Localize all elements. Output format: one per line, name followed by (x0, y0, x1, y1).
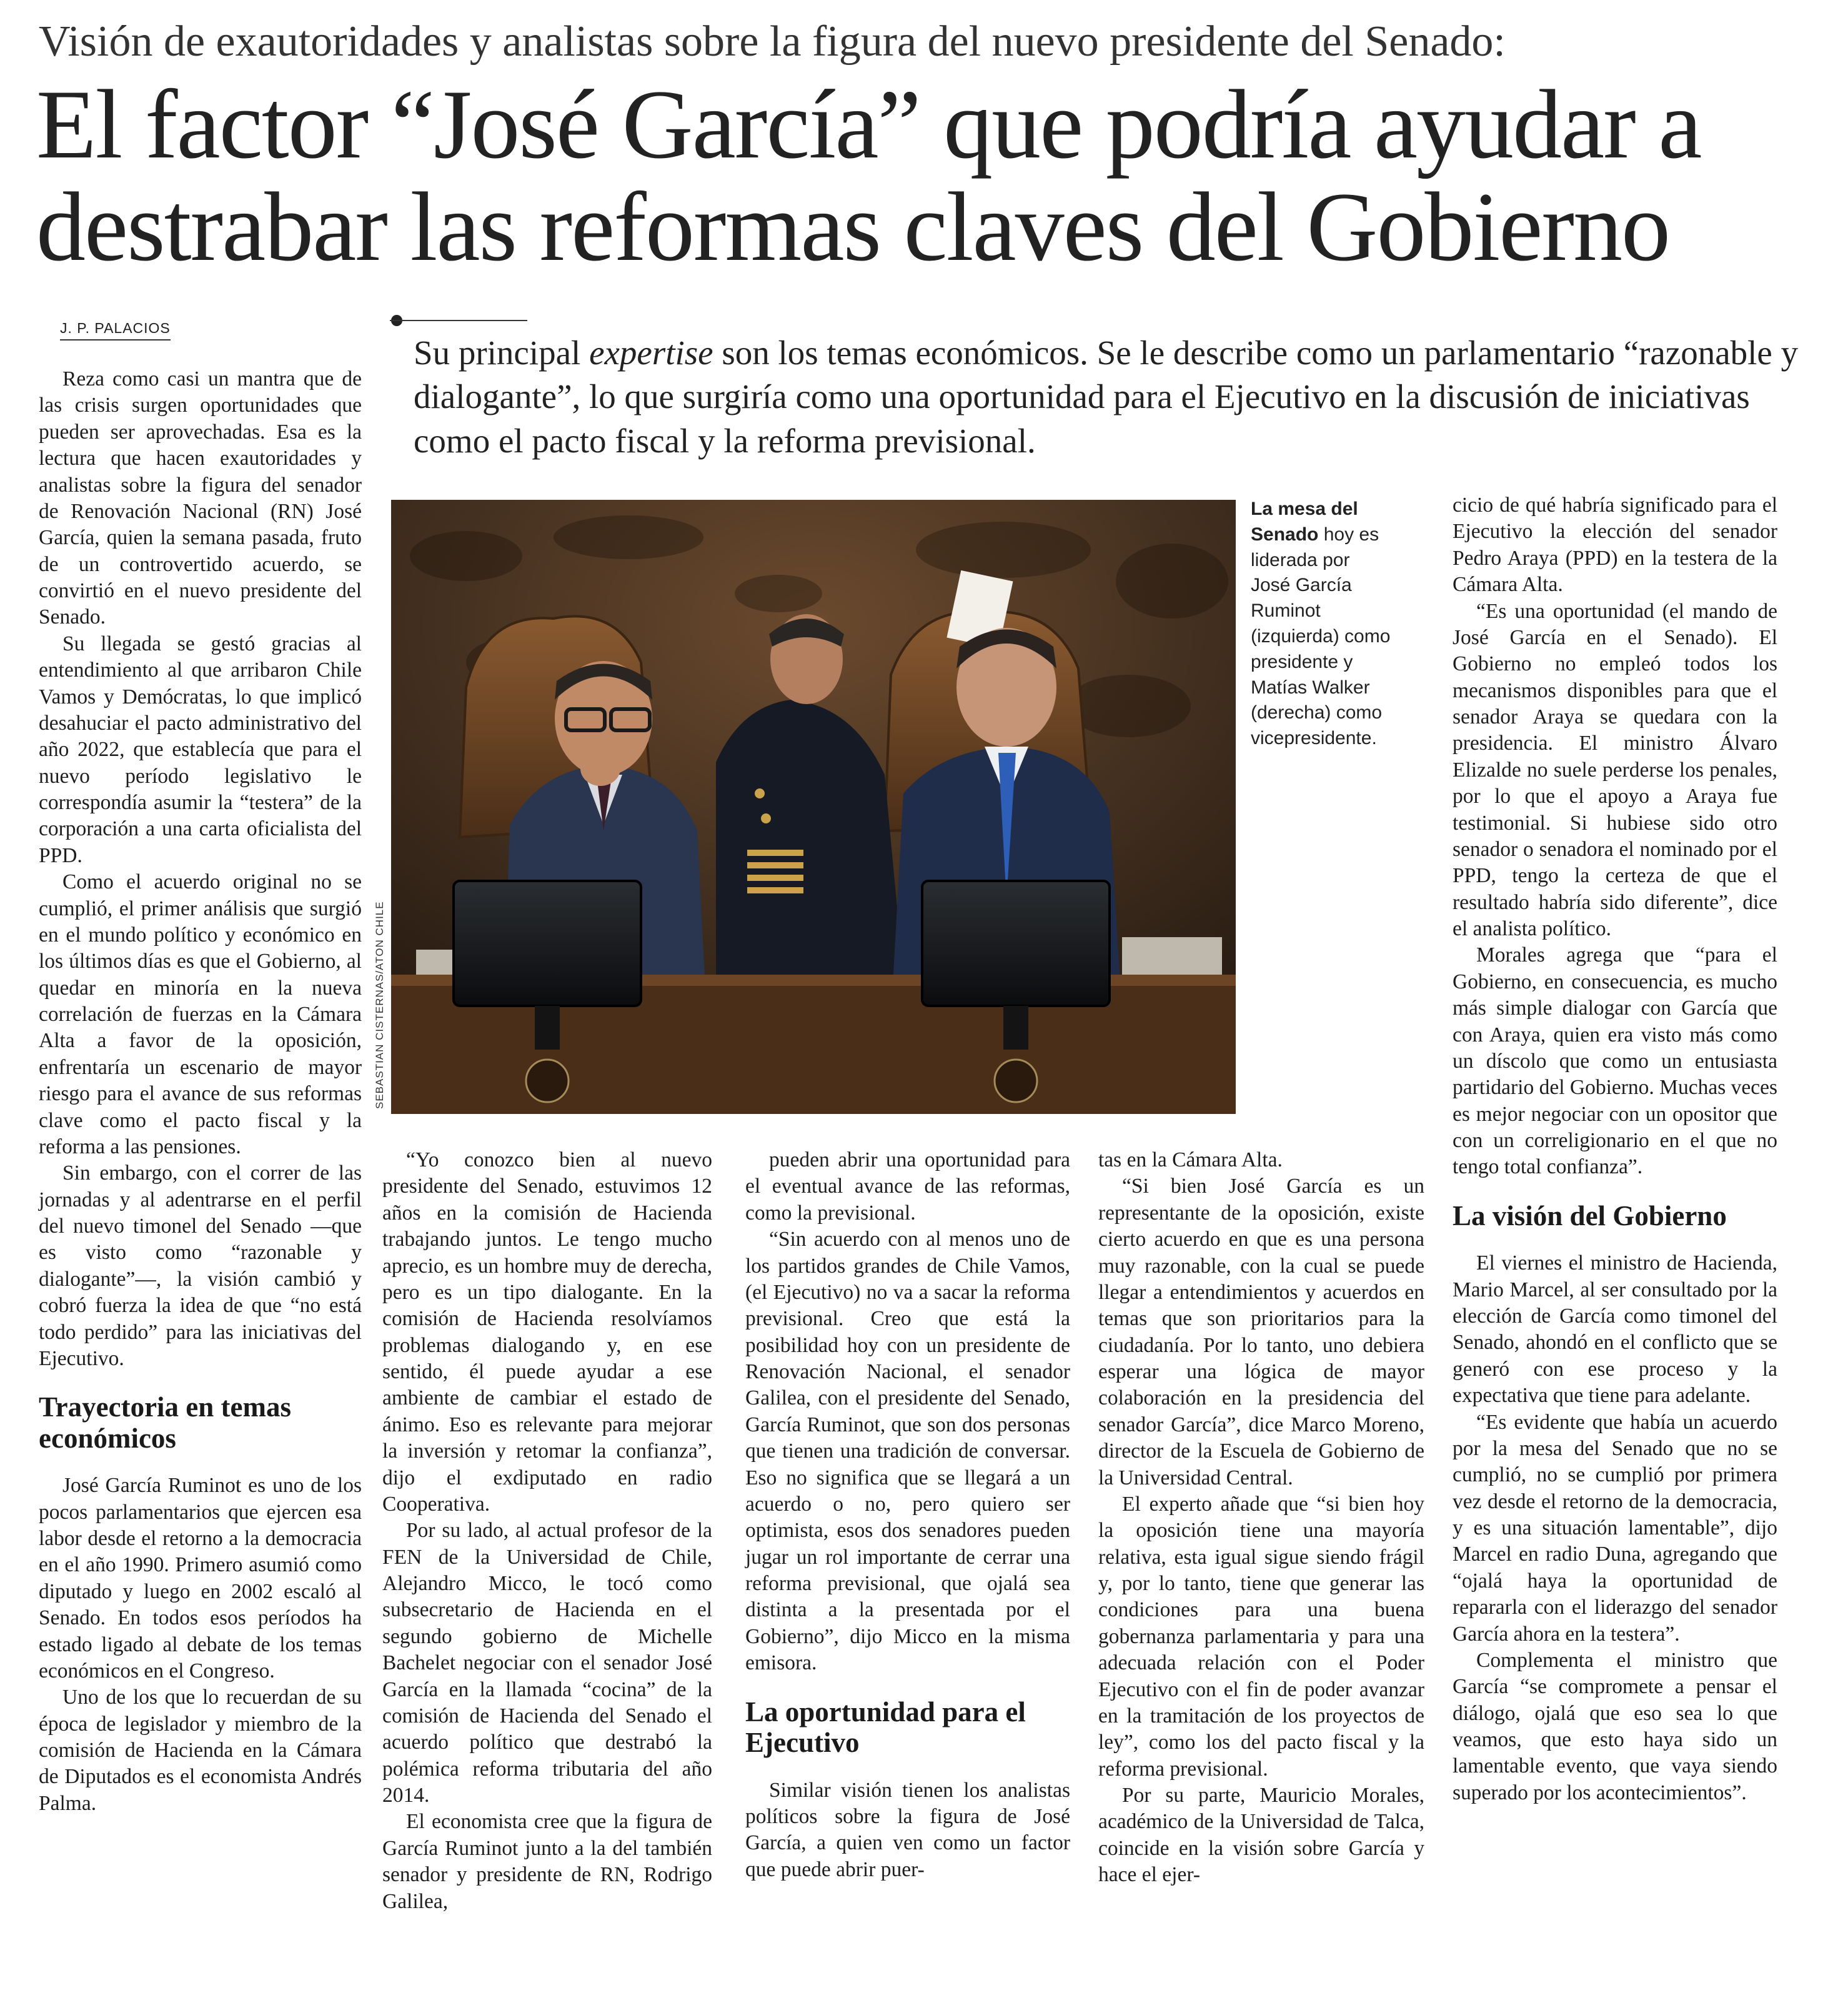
paragraph: “Es evidente que había un acuerdo por la mesa del Senado que no se cumplió, no se cumplió por primera vez desde el retorno de la democracia, y es una situación lamentable”, dijo Marcel en radio Duna, agregando que “ojalá haya la oportunidad de repararla con el liderazgo del senador García ahora en la testera”. (1453, 1410, 1777, 1646)
paragraph: Por su lado, al actual profesor de la FEN de la Universidad de Chile, Alejandro Micco, le tocó como subsecretario de Hacienda en el segundo gobierno de Michelle Bachelet negociar con el senador José García en la llamada “cocina” de la comisión de Hacienda del Senado el acuerdo político que destrabó la polémica reforma tributaria del año 2014. (382, 1519, 712, 1807)
paragraph: Similar visión tienen los analistas políticos sobre la figura de José García, a quien ven como un factor que puede abrir puer- (745, 1778, 1070, 1881)
headline: El factor “José García” que podría ayudar a destrabar las reformas claves del Gobierno (36, 70, 1701, 282)
paragraph: “Yo conozco bien al nuevo presidente del Senado, estuvimos 12 años en la comisión de Hacienda trabajando juntos. Le tengo mucho aprecio, es un hombre muy de derecha, pero es un tipo dialogante. En la comisión de Hacienda resolvíamos problemas dialogando y, en ese sentido, él puede ayudar a ese ambiente de cambiar el estado de ánimo. Eso es relevante para mejorar la inversión y retomar la confianza”, dijo el exdiputado en radio Cooperativa. (382, 1148, 712, 1516)
photo-caption (1251, 497, 1394, 752)
paragraph: Su llegada se gestó gracias al entendimiento al que arribaron Chile Vamos y Demócratas, lo que implicó desahuciar el pacto administrativo del año 2022, que establecía que para el nuevo período legislativo le correspondía asumir la “testera” de la corporación a una carta oficialista del PPD. (39, 632, 362, 867)
paragraph: Como el acuerdo original no se cumplió, el primer análisis que surgió en el mundo político y económico en los últimos días es que el Gobierno, al quedar en minoría en la nueva correlación de fuerzas en la Cámara Alta a favor de la oposición, enfrentaría un escenario de mayor riesgo para el avance de sus reformas clave como el pacto fiscal y la reforma a las pensiones. (39, 870, 362, 1158)
column-3 (745, 1147, 1070, 1883)
paragraph: Por su parte, Mauricio Morales, académico de la Universidad de Talca, coincide en la visión sobre García y hace el ejer- (1098, 1784, 1424, 1887)
paragraph: tas en la Cámara Alta. (1098, 1148, 1283, 1171)
paragraph: Morales agrega que “para el Gobierno, en consecuencia, es mucho más simple dialogar con García que con Araya, quien era visto más como un díscolo que como un entusiasta partidario del Gobierno. Muchas veces es mejor negociar con un opositor que con un correligionario en el que no tengo total confianza”. (1453, 943, 1778, 1179)
paragraph: El experto añade que “si bien hoy la oposición tiene una mayoría relativa, esta igual sigue siendo frágil y, por lo tanto, tiene que generar las condiciones para una buena gobernanza parlamentaria y para una adecuada relación con el Poder Ejecutivo con el fin de poder avanzar en la tramitación de los proyectos de ley”, como los del pacto fiscal y la reforma previsional. (1098, 1492, 1424, 1781)
paragraph: José García Ruminot es uno de los pocos parlamentarios que ejercen esa labor desde el retorno a la democracia en el año 1990. Primero asumió como diputado y luego en 2002 escaló al Senado. En todos esos períodos ha estado ligado al debate de los temas económicos en el Congreso. (39, 1474, 362, 1682)
column-2 (382, 1147, 712, 1915)
paragraph: Uno de los que lo recuerdan de su época de legislador y miembro de la comisión de Hacienda en la Cámara de Diputados es el economista Andrés Palma. (39, 1686, 362, 1815)
paragraph: cicio de qué habría significado para el Ejecutivo la elección del senador Pedro Araya (PPD) en la testera de la Cámara Alta. (1453, 494, 1777, 597)
paragraph: Sin embargo, con el correr de las jornadas y al adentrarse en el perfil del nuevo timonel del Senado —que es visto como “razonable y dialogante”—, la visión cambió y cobró fuerza la idea de que “no está todo perdido” para las iniciativas del Ejecutivo. (39, 1161, 362, 1370)
subhead-oportunidad: La oportunidad para el Ejecutivo (745, 1696, 1026, 1758)
senate-photo (391, 500, 1236, 1114)
caption-text: hoy es liderada por José García Ruminot (izquierda) como presidente y Matías Walker (derecha) como vicepresidente. (1251, 524, 1391, 749)
kicker: Visión de exautoridades y analistas sobre la figura del nuevo presidente del Senado: (39, 17, 1506, 66)
paragraph: “Si bien José García es un representante de la oposición, existe cierto acuerdo en que es una persona muy razonable, con la cual se puede llegar a entendimientos y acuerdos en temas que son prioritarios para la ciudadanía. Por lo tanto, uno debiera esperar una lógica de mayor colaboración en la presidencia del senador García”, dice Marco Moreno, director de la Escuela de Gobierno de la Universidad Central. (1098, 1175, 1424, 1489)
paragraph: pueden abrir una oportunidad para el eventual avance de las reformas, como la previsional. (745, 1148, 1070, 1225)
deck (414, 331, 1813, 463)
deck-text-start: Su principal (414, 334, 590, 372)
paragraph: Reza como casi un mantra que de las crisis surgen oportunidades que pueden ser aprovechadas. Esa es la lectura que hacen exautoridades y analistas sobre la figura del senador de Renovación Nacional (RN) José García, quien la semana pasada, fruto de un controvertido acuerdo, se convirtió en el nuevo presidente del Senado. (39, 367, 362, 629)
deck-rule (390, 320, 527, 321)
deck-text-end: son los temas económicos. Se le describe como un parlamentario “razonable y dialogante”, lo que surgiría como una oportunidad para el Ejecutivo en la discusión de iniciativas como el pacto fiscal y la reforma previsional. (414, 334, 1799, 460)
column-1 (39, 366, 362, 1817)
subhead-gobierno: La visión del Gobierno (1453, 1200, 1727, 1231)
photo-credit: SEBASTIAN CISTERNAS/ATON CHILE (374, 901, 385, 1109)
deck-emphasis: expertise (589, 334, 713, 372)
column-4 (1098, 1147, 1424, 1889)
paragraph: Complementa el ministro que García “se compromete a pensar el diálogo, ojalá que eso sea lo que veamos, que esto haya sido un lamentable evento, que vaya siendo superado por los acontecimientos”. (1453, 1648, 1777, 1804)
paragraph: “Sin acuerdo con al menos uno de los partidos grandes de Chile Vamos, (el Ejecutivo) no va a sacar la reforma previsional. Creo que está la posibilidad hoy con un presidente de Renovación Nacional, el senador Galilea, con el presidente del Senado, García Ruminot, que son dos personas que tienen una tradición de conversar. Eso no significa que se llegará a un acuerdo o no, pero quiero ser optimista, esos dos senadores pueden jugar un rol importante de cerrar una reforma previsional, que ojalá sea distinta a la presentada por el Gobierno”, dijo Micco en la misma emisora. (745, 1228, 1070, 1675)
byline: J. P. PALACIOS (60, 320, 171, 340)
subhead-trayectoria: Trayectoria en temas económicos (39, 1391, 292, 1454)
paragraph: El viernes el ministro de Hacienda, Mario Marcel, al ser consultado por la elección de García como timonel del Senado, ahondó en el conflicto que se generó con ese proceso y la expectativa que tiene para adelante. (1453, 1251, 1777, 1408)
caption-bold: La mesa del Senado (1251, 499, 1358, 545)
column-5 (1453, 492, 1777, 1806)
paragraph: “Es una oportunidad (el mando de José García en el Senado). El Gobierno no empleó todos los mecanismos disponibles para que el senador Araya se quedara con la presidencia. El ministro Álvaro Elizalde no suele perderse los penales, por lo que el apoyo a Araya fue testimonial. Si hubiese sido otro senador o senadora el nominado por el PPD, tengo la certeza de que el resultado habría sido diferente”, dice el analista político. (1453, 599, 1777, 940)
paragraph: El economista cree que la figura de García Ruminot junto a la del también senador y presidente de RN, Rodrigo Galilea, (382, 1810, 712, 1913)
